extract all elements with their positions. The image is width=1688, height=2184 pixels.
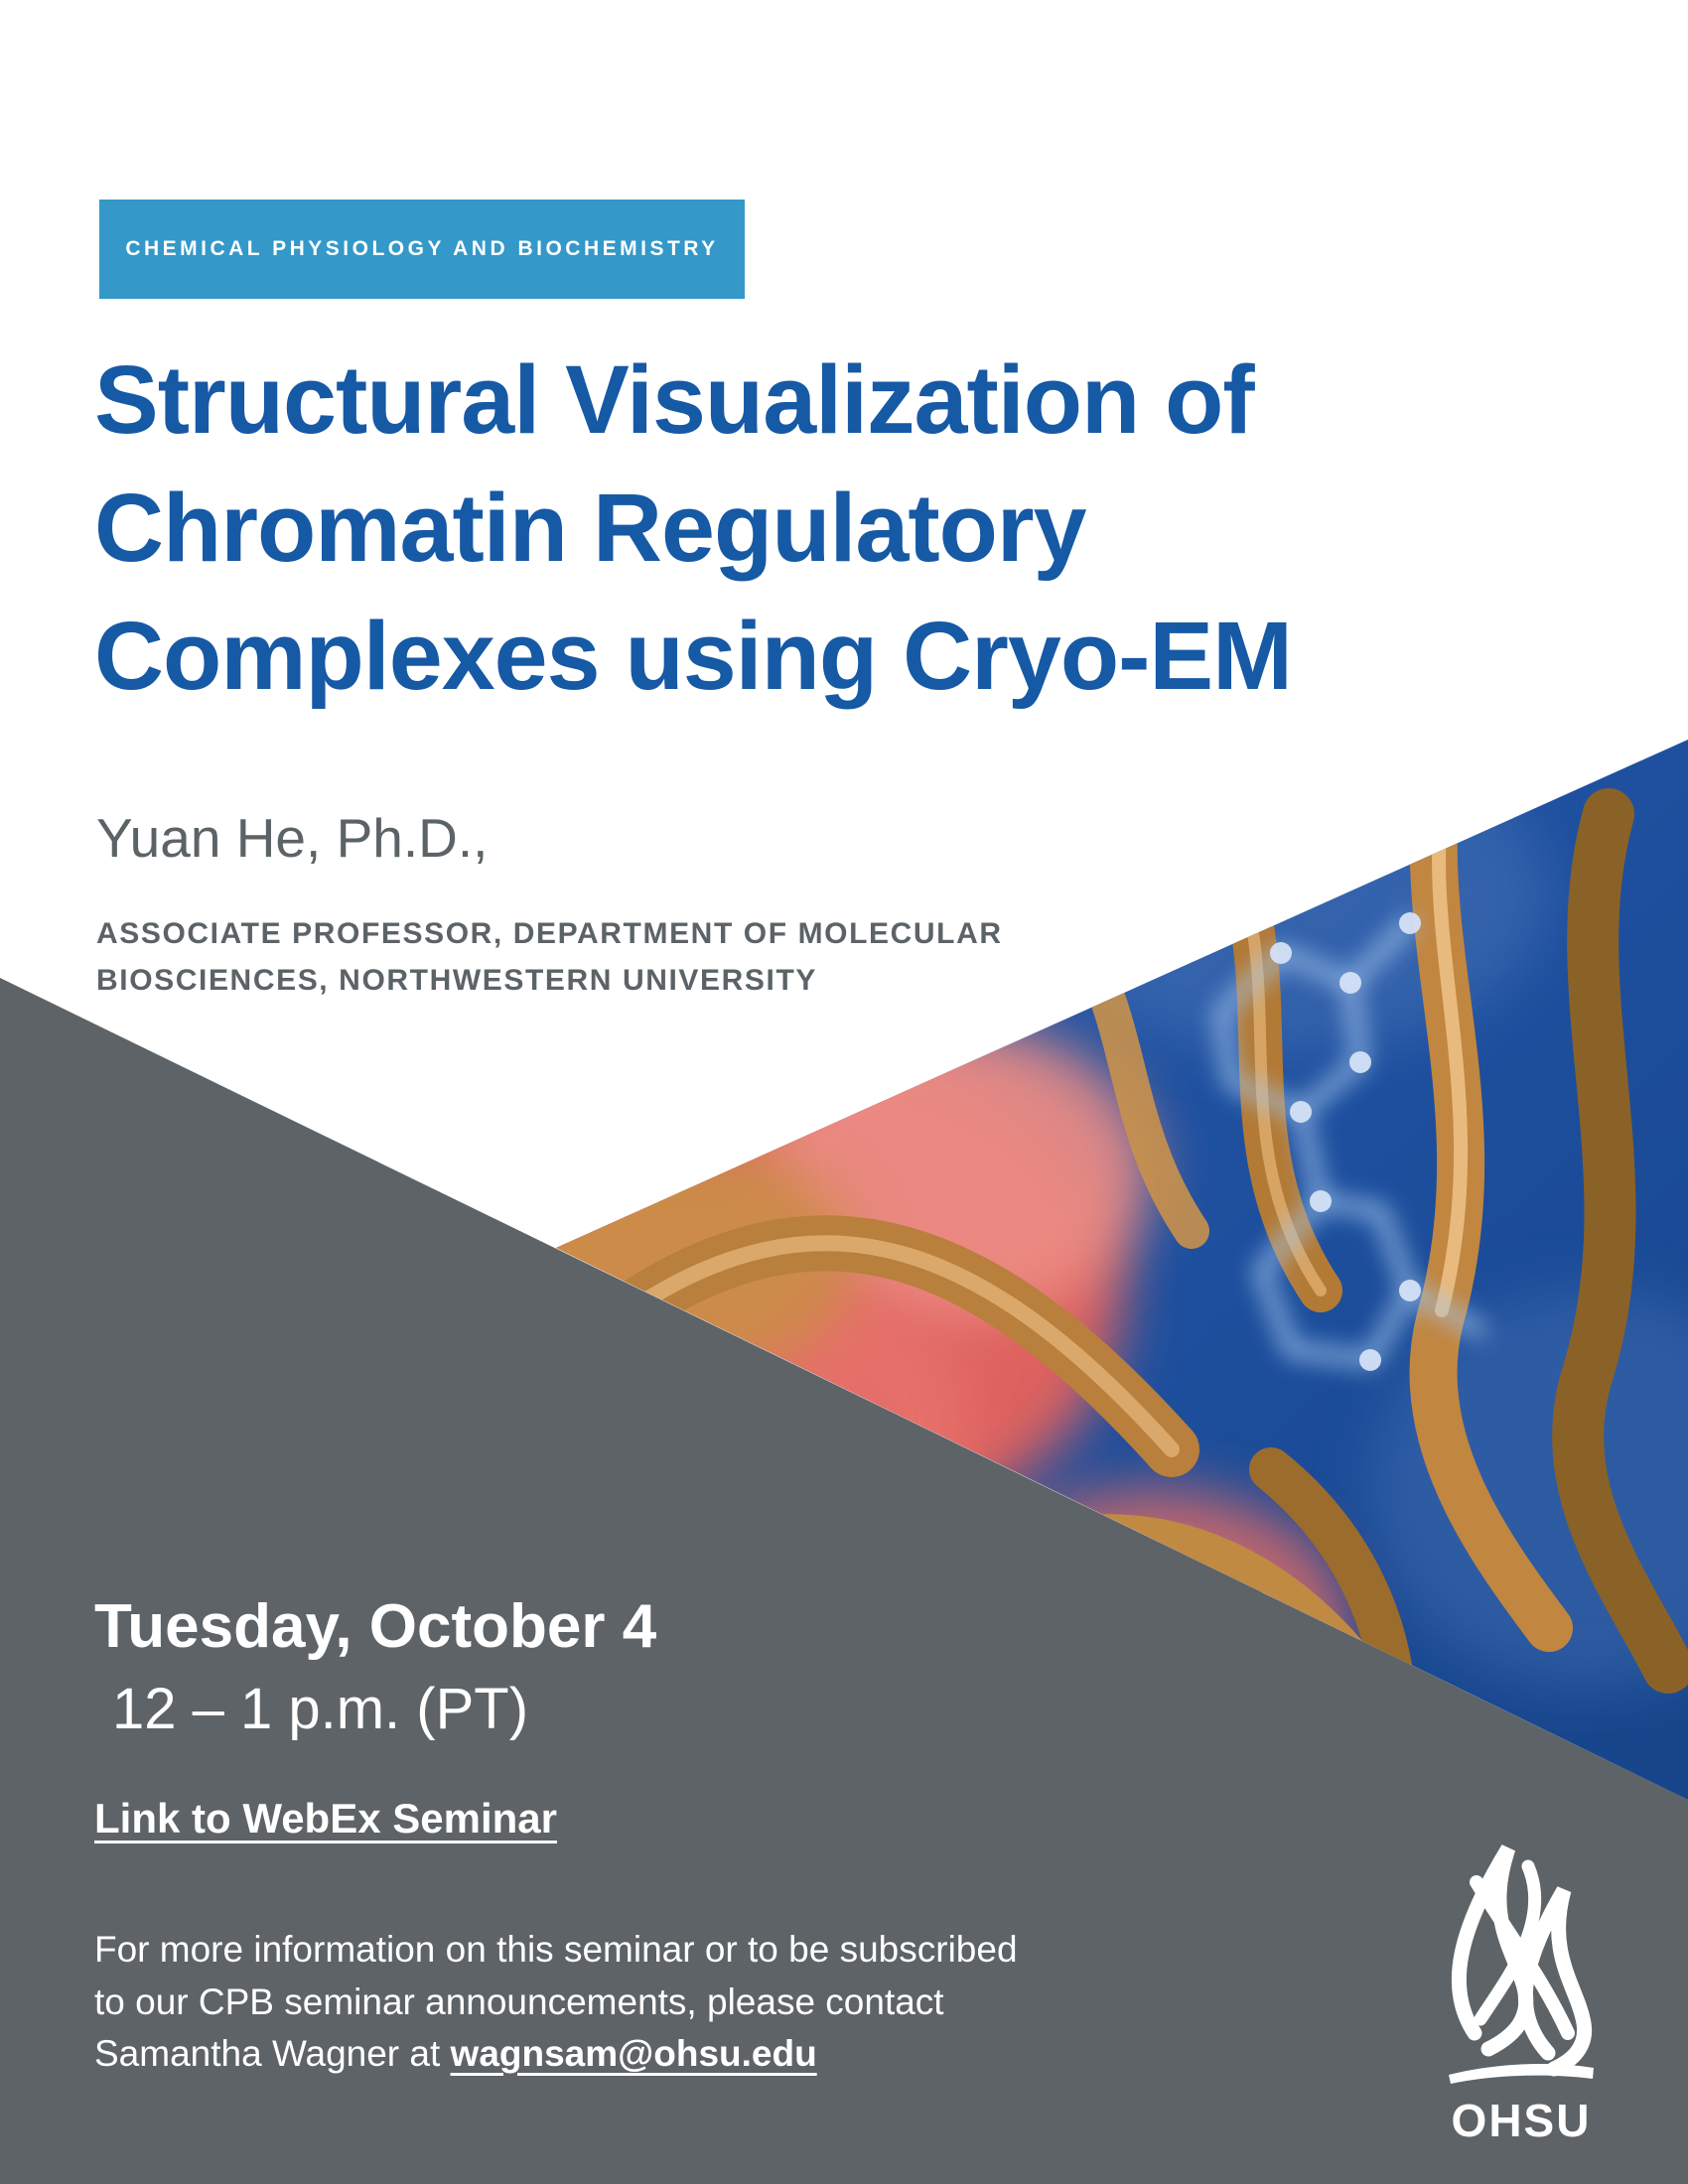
seminar-title-line2: Chromatin Regulatory	[94, 474, 1086, 582]
department-banner	[99, 200, 745, 299]
seminar-title	[94, 336, 1292, 720]
seminar-title-line3: Complexes using Cryo-EM	[94, 602, 1292, 710]
event-time: 12 – 1 p.m. (PT)	[112, 1677, 529, 1741]
contact-line3-prefix: Samantha Wagner at	[94, 2033, 451, 2075]
webex-seminar-link[interactable]: Link to WebEx Seminar	[94, 1795, 557, 1842]
ohsu-flame-icon	[1437, 1839, 1606, 2092]
speaker-affiliation-line2: BIOSCIENCES, NORTHWESTERN UNIVERSITY	[96, 963, 817, 997]
contact-info	[94, 1924, 1018, 2081]
speaker-affiliation-line1: ASSOCIATE PROFESSOR, DEPARTMENT OF MOLECULAR	[96, 917, 1003, 950]
contact-email-link[interactable]: wagnsam@ohsu.edu	[450, 2033, 817, 2075]
seminar-title-line1: Structural Visualization of	[94, 345, 1254, 454]
speaker-affiliation	[96, 911, 1003, 1004]
ohsu-logo	[1422, 1839, 1620, 2146]
contact-line2: to our CPB seminar announcements, please contact	[94, 1980, 944, 2022]
event-date: Tuesday, October 4	[94, 1592, 657, 1661]
speaker-name: Yuan He, Ph.D.,	[96, 807, 489, 869]
department-banner-label: CHEMICAL PHYSIOLOGY AND BIOCHEMISTRY	[125, 237, 719, 260]
ohsu-logo-wordmark: OHSU	[1451, 2095, 1592, 2146]
contact-line1: For more information on this seminar or to be subscribed	[94, 1929, 1018, 1970]
